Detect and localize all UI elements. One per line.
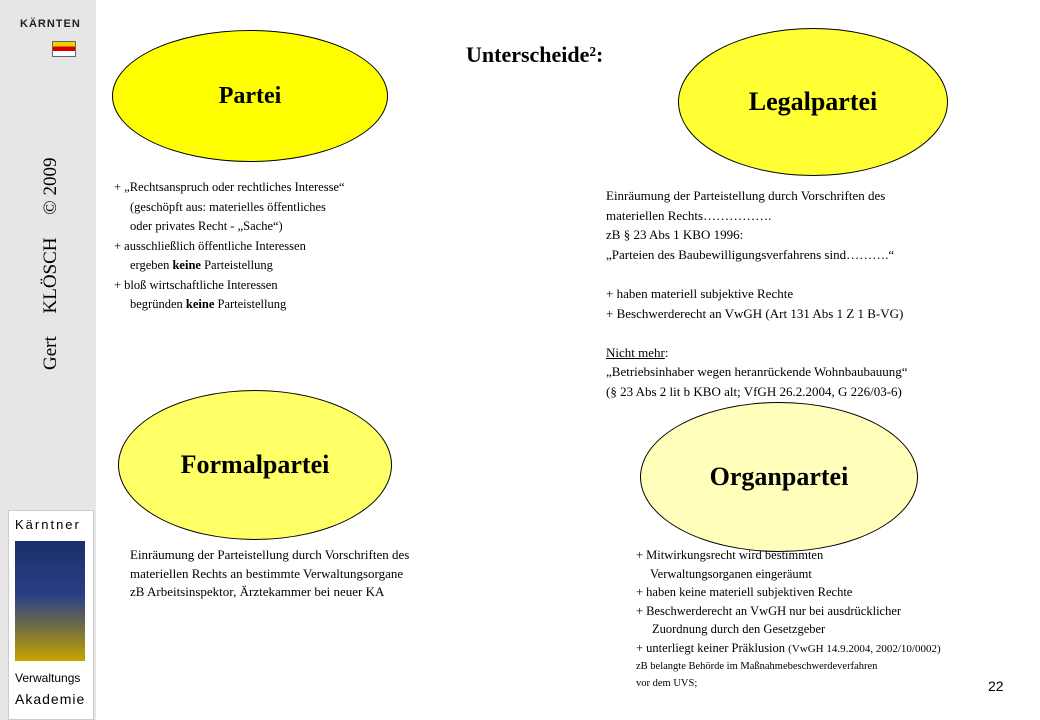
ellipse-legalpartei: Legalpartei [678, 28, 948, 176]
logo-verwaltungs: Verwaltungs [15, 671, 81, 685]
partei-text-block [114, 178, 345, 315]
ellipse-organpartei: Organpartei [640, 402, 918, 552]
text-line: oder privates Recht - „Sache“) [130, 219, 283, 233]
text-line: ergeben keine Parteistellung [130, 258, 273, 272]
author-last-name: KLÖSCH [40, 237, 61, 314]
text-line: + „Rechtsanspruch oder rechtliches Interesse“ [114, 180, 345, 194]
text-line: „Parteien des Baubewilligungsverfahrens sind……….“ [606, 246, 895, 262]
text-line: Einräumung der Parteistellung durch Vorschriften des [130, 547, 410, 562]
formalpartei-text-block [130, 546, 409, 602]
text-line: (§ 23 Abs 2 lit b KBO alt; VfGH 26.2.2004, G 226/03-6) [606, 383, 902, 399]
page-number: 22 [988, 678, 1004, 694]
text-line: zB belangte Behörde im Maßnahmebeschwerdeverfahren [636, 661, 878, 672]
text-line: + haben materiell subjektive Rechte [606, 285, 794, 301]
text-line: (geschöpft aus: materielles öffentliches [130, 199, 326, 214]
organpartei-text-block [636, 546, 941, 692]
text-line: + Mitwirkungsrecht wird bestimmten [636, 548, 824, 562]
ellipse-partei: Partei [112, 30, 388, 162]
author-first-name: Gert [40, 336, 61, 370]
text-line: zB § 23 Abs 1 KBO 1996: [606, 227, 744, 243]
text-line: + unterliegt keiner Präklusion (VwGH 14.9.2004, 2002/10/0002) [636, 640, 941, 655]
slide-title: Unterscheide²: [466, 42, 604, 67]
text-line: materiellen Rechts an bestimmte Verwaltungsorgane [130, 565, 404, 581]
text-line: vor dem UVS; [636, 678, 698, 689]
text-line: Einräumung der Parteistellung durch Vorschriften des [606, 188, 886, 203]
text-line: materiellen Rechts……………. [606, 207, 772, 223]
verwaltungsakademie-logo [8, 510, 94, 720]
nicht-mehr-label: Nicht mehr [606, 344, 665, 360]
copyright-year: © 2009 [40, 157, 61, 215]
logo-kaerntner: Kärntner [15, 517, 81, 532]
ellipse-formalpartei: Formalpartei [118, 390, 392, 540]
author-vertical-text [40, 70, 62, 370]
emphasis: keine [172, 258, 201, 272]
text-line: „Betriebsinhaber wegen heranrückende Wohnbaubauung“ [606, 364, 908, 380]
text-line: + bloß wirtschaftliche Interessen [114, 277, 278, 292]
text-line: zB Arbeitsinspektor, Ärztekammer bei neuer KA [130, 584, 385, 599]
logo-landscape-image [15, 541, 85, 661]
legalpartei-text-block [606, 186, 908, 402]
text-line: begründen keine Parteistellung [130, 297, 287, 311]
sidebar [0, 0, 96, 720]
logo-word: KÄRNTEN [20, 18, 81, 30]
text-line: + Beschwerderecht an VwGH (Art 131 Abs 1 Z 1 B-VG) [606, 305, 904, 321]
text-line: + Beschwerderecht an VwGH nur bei ausdrücklicher [636, 603, 902, 618]
emphasis: keine [185, 297, 215, 311]
spacer [606, 323, 908, 343]
citation: (VwGH 14.9.2004, 2002/10/0002) [788, 642, 941, 655]
text-line: Zuordnung durch den Gesetzgeber [652, 622, 826, 636]
kaernten-logo [12, 14, 86, 62]
text-line: Verwaltungsorganen eingeräumt [650, 566, 812, 581]
coat-of-arms-icon [52, 41, 76, 57]
text-line: + haben keine materiell subjektiven Rechte [636, 585, 853, 599]
spacer [606, 264, 908, 284]
text-line: Nicht mehr: [606, 344, 669, 360]
text-line: + ausschließlich öffentliche Interessen [114, 238, 306, 253]
logo-akademie: Akademie [15, 691, 86, 707]
